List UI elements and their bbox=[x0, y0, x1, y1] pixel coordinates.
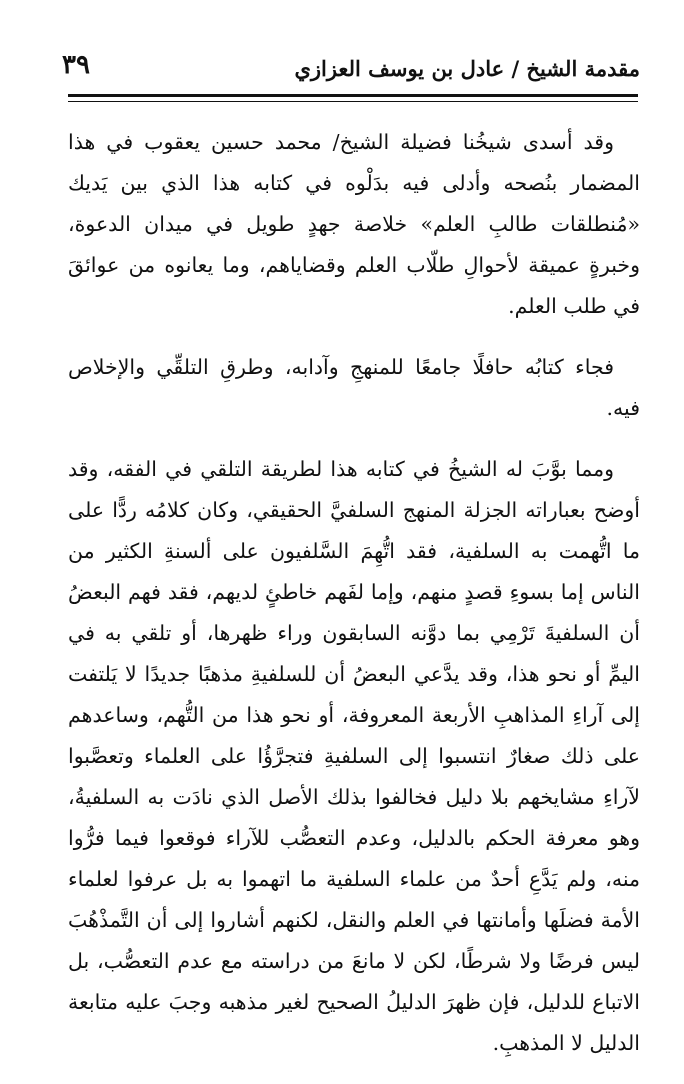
paragraph: ومما بوَّبَ له الشيخُ في كتابه هذا لطريقة التلقي في الفقه، وقد أوضح بعباراته الجزلة المنهج السلفيَّ الحقيقي، وكان كلامُه ردًّا على ما اتُّهمت به السلفية، فقد اتُّهِمَ السَّلفيون على ألسنةِ الكثير من الناس إما بسوءِ قصدٍ منهم، وإما لفَهم خاطئٍ لديهم، فقد فهم البعضُ أن السلفيةَ تَرْمِي بما دوَّنه السابقون وراء ظهرها، أو تلقي به في اليمِّ أو نحو هذا، وقد يدَّعي البعضُ أن للسلفيةِ مذهبًا جديدًا لا يَلتفت إلى آراءِ المذاهبِ الأربعة المعروفة، أو نحو هذا من التُّهم، وساعدهم على ذلك صغارٌ انتسبوا إلى السلفيةِ فتجرَّؤُا على العلماء وتعصَّبوا لآراءِ مشايخهم بلا دليل فخالفوا بذلك الأصل الذي نادَت به السلفيةُ، وهو معرفة الحكم بالدليل، وعدم التعصُّب للآراء فوقعوا فيما فرُّوا منه، ولم يَدَّعِ أحدٌ من علماء السلفية ما اتهموا به بل عرفوا لعلماء الأمة فضلَها وأمانتها في العلم والنقل، لكنهم أشاروا إلى أن التَّمذْهُبَ ليس فرضًا ولا شرطًا، لكن لا مانعَ من دراسته مع عدم التعصُّب، بل الاتباع للدليل، فإن ظهرَ الدليلُ الصحيح لغير مذهبه وجبَ عليه متابعة الدليل لا المذهبِ. bbox=[68, 457, 640, 1055]
header-rule-thick bbox=[68, 94, 638, 97]
body-text bbox=[68, 122, 640, 1084]
page-number: ٣٩ bbox=[62, 50, 90, 80]
header-rule-thin bbox=[68, 101, 638, 102]
paragraph: وقد أسدى شيخُنا فضيلة الشيخ/ محمد حسين يعقوب في هذا المضمار بنُصحه وأدلى فيه بدَلْوه في كتابه هذا الذي بين يَديك «مُنطلقات طالبِ العلم» خلاصة جهدٍ طويل في ميدان الدعوة، وخبرةٍ عميقة لأحوالِ طلّاب العلم وقضاياهم، وما يعانوه من عوائقَ في طلب العلم. bbox=[68, 130, 640, 318]
running-title: مقدمة الشيخ / عادل بن يوسف العزازي bbox=[294, 56, 640, 81]
page-header bbox=[62, 48, 640, 88]
paragraph: فجاء كتابُه حافلًا جامعًا للمنهجِ وآدابه، وطرقِ التلقِّي والإخلاص فيه. bbox=[68, 355, 640, 420]
